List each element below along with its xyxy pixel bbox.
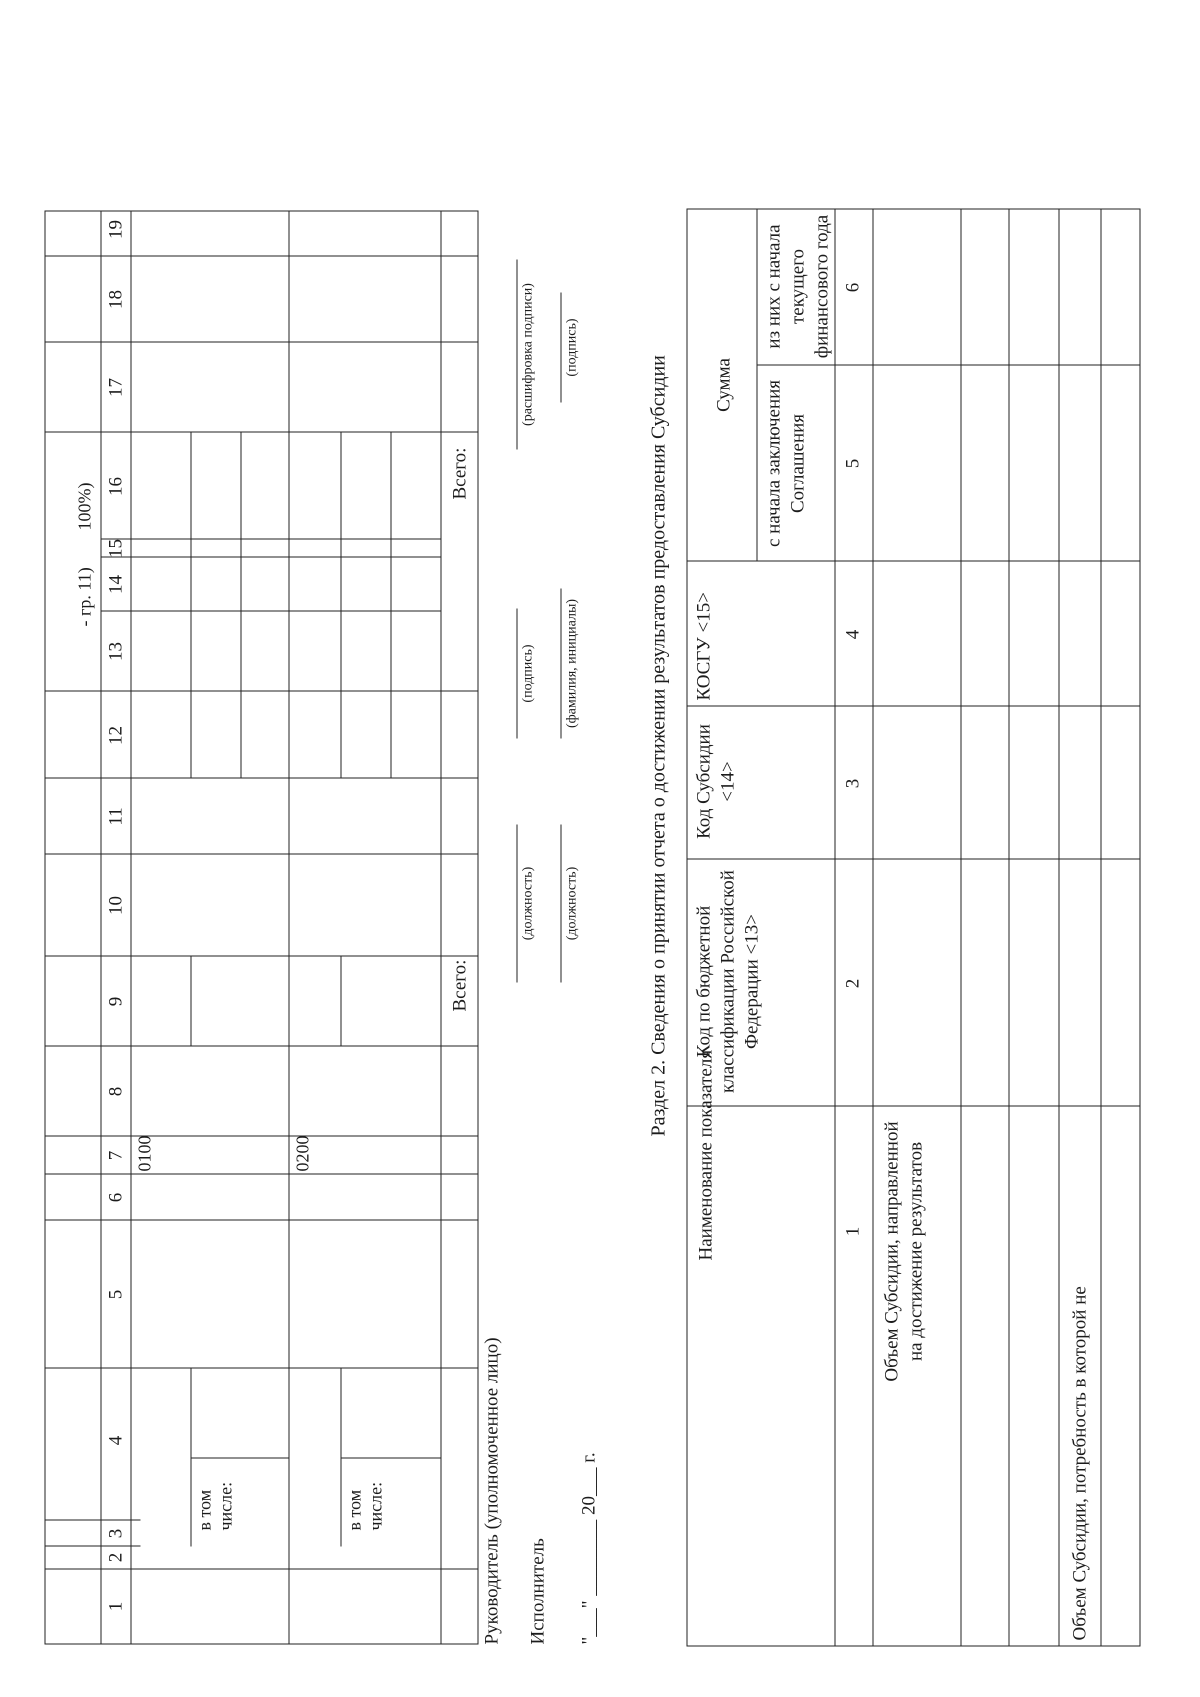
s2-col-num-3: 3 [842,778,864,789]
section2-col-divider [757,365,1141,366]
section2-header-bottom [835,209,836,1647]
table1-subrow-line [241,433,242,779]
s2-col-num-1: 1 [842,1226,864,1237]
rotated-page [1,0,1200,1697]
header-budget-code: Код по бюджетной классификации Российской Федерации <13> [693,870,763,1093]
section2-col-divider [687,561,1141,562]
table1-number-row-top [101,211,102,1645]
table1-col-divider [45,691,479,692]
section2-row2-bottom [1009,209,1010,1647]
table1-col-divider [101,557,441,558]
col-num-5: 5 [105,1289,127,1300]
row-note-in-including: в том числе: [344,1481,386,1531]
table1-note-divider [341,1458,441,1459]
total-label-right: Всего: [449,447,471,500]
section2-row1-bottom [961,209,962,1647]
header-fragment-b: 100%) [74,482,95,531]
col-num-17: 17 [105,378,127,397]
executor-label: Исполнитель [527,1538,549,1645]
section2-numbers-bottom [873,209,874,1647]
col-num-19: 19 [105,220,127,239]
row-label-achievement: Объем Субсидии, направленной на достижение результатов [881,1121,927,1382]
table1-subrow-line [391,433,392,779]
table1-subrow-line [191,433,192,779]
table1-col-divider [45,854,479,855]
section2-col-divider [687,859,1141,860]
table1-col-divider [101,611,441,612]
col-num-13: 13 [105,642,127,661]
col-num-9: 9 [105,996,127,1007]
col-num-3: 3 [105,1528,127,1539]
col-num-2: 2 [105,1552,127,1563]
row-code-0200: 0200 [292,1135,313,1172]
row-code-0100: 0100 [134,1135,155,1172]
head-label: Руководитель (уполномоченное лицо) [481,1337,503,1645]
col-num-4: 4 [105,1435,127,1446]
row-note-in-including: в том числе: [194,1481,236,1531]
section2-sum-split [757,209,758,562]
s2-col-num-2: 2 [842,978,864,989]
executor-position-caption: (должность) [564,866,580,941]
decode-caption: (расшифровка подписи) [520,283,536,426]
col-num-8: 8 [105,1086,127,1097]
col-num-11: 11 [105,807,127,826]
row-label-need: Объем Субсидии, потребность в которой не [1069,1286,1091,1641]
executor-name-caption: (фамилия, инициалы) [564,598,580,729]
executor-signature-line [561,293,562,403]
s2-col-num-4: 4 [842,629,864,640]
table1-subrow-line [341,957,342,1047]
position-line [517,825,518,983]
table1-col-divider [45,1046,479,1047]
table1-subrow-line [191,957,192,1047]
s2-col-num-6: 6 [842,282,864,293]
col-num-7: 7 [105,1150,127,1161]
header-subsidy-code: Код Субсидии <14> [693,724,739,839]
table1-col-divider [45,956,479,957]
table1-col-divider [45,778,479,779]
col-num-1: 1 [105,1601,127,1612]
table1-col-divider [45,342,479,343]
total-label-left: Всего: [449,959,471,1012]
header-fragment-a: - гр. 11) [74,567,95,627]
col-num-16: 16 [105,477,127,496]
signature-caption: (подпись) [520,644,536,703]
date-line: "___" ________ 20___ г. [578,1452,600,1645]
table1-group2-bottom [441,211,442,1645]
section2-col-divider [687,706,1141,707]
header-since-agreement: с начала заключения Соглашения [763,379,809,548]
table1-group1-bottom [289,211,290,1645]
col-num-14: 14 [105,575,127,594]
table1-col-divider [45,1368,479,1369]
header-since-year: из них с начала текущего финансового года [763,214,833,359]
section2-row3-bottom [1059,209,1060,1647]
header-indicator: Наименование показателя [695,1049,717,1261]
section2-row4-bottom [1101,209,1102,1647]
header-kosgu: КОСГУ <15> [693,592,715,701]
col-num-10: 10 [105,896,127,915]
executor-position-line [561,825,562,983]
table1-number-row-bottom [131,211,132,1645]
executor-name-line [561,589,562,739]
col-num-12: 12 [105,726,127,745]
table1-col-divider [45,432,479,433]
table1-col-divider [101,539,441,540]
section2-col-divider [687,1106,1141,1107]
table1-col-divider [45,1220,479,1221]
table1-subrow-line [341,433,342,779]
decode-line [517,260,518,450]
position-caption: (должность) [520,866,536,941]
section2-title: Раздел 2. Сведения о принятии отчета о достижении результатов предоставления Субсидии [647,355,670,1137]
col-num-6: 6 [105,1192,127,1203]
col-num-15: 15 [105,539,127,558]
s2-col-num-5: 5 [842,458,864,469]
signature-line [517,609,518,739]
table1-note-divider [191,1458,289,1459]
executor-signature-caption: (подпись) [564,318,580,377]
table1-col-divider [45,256,479,257]
col-num-18: 18 [105,290,127,309]
header-sum: Сумма [713,358,735,412]
